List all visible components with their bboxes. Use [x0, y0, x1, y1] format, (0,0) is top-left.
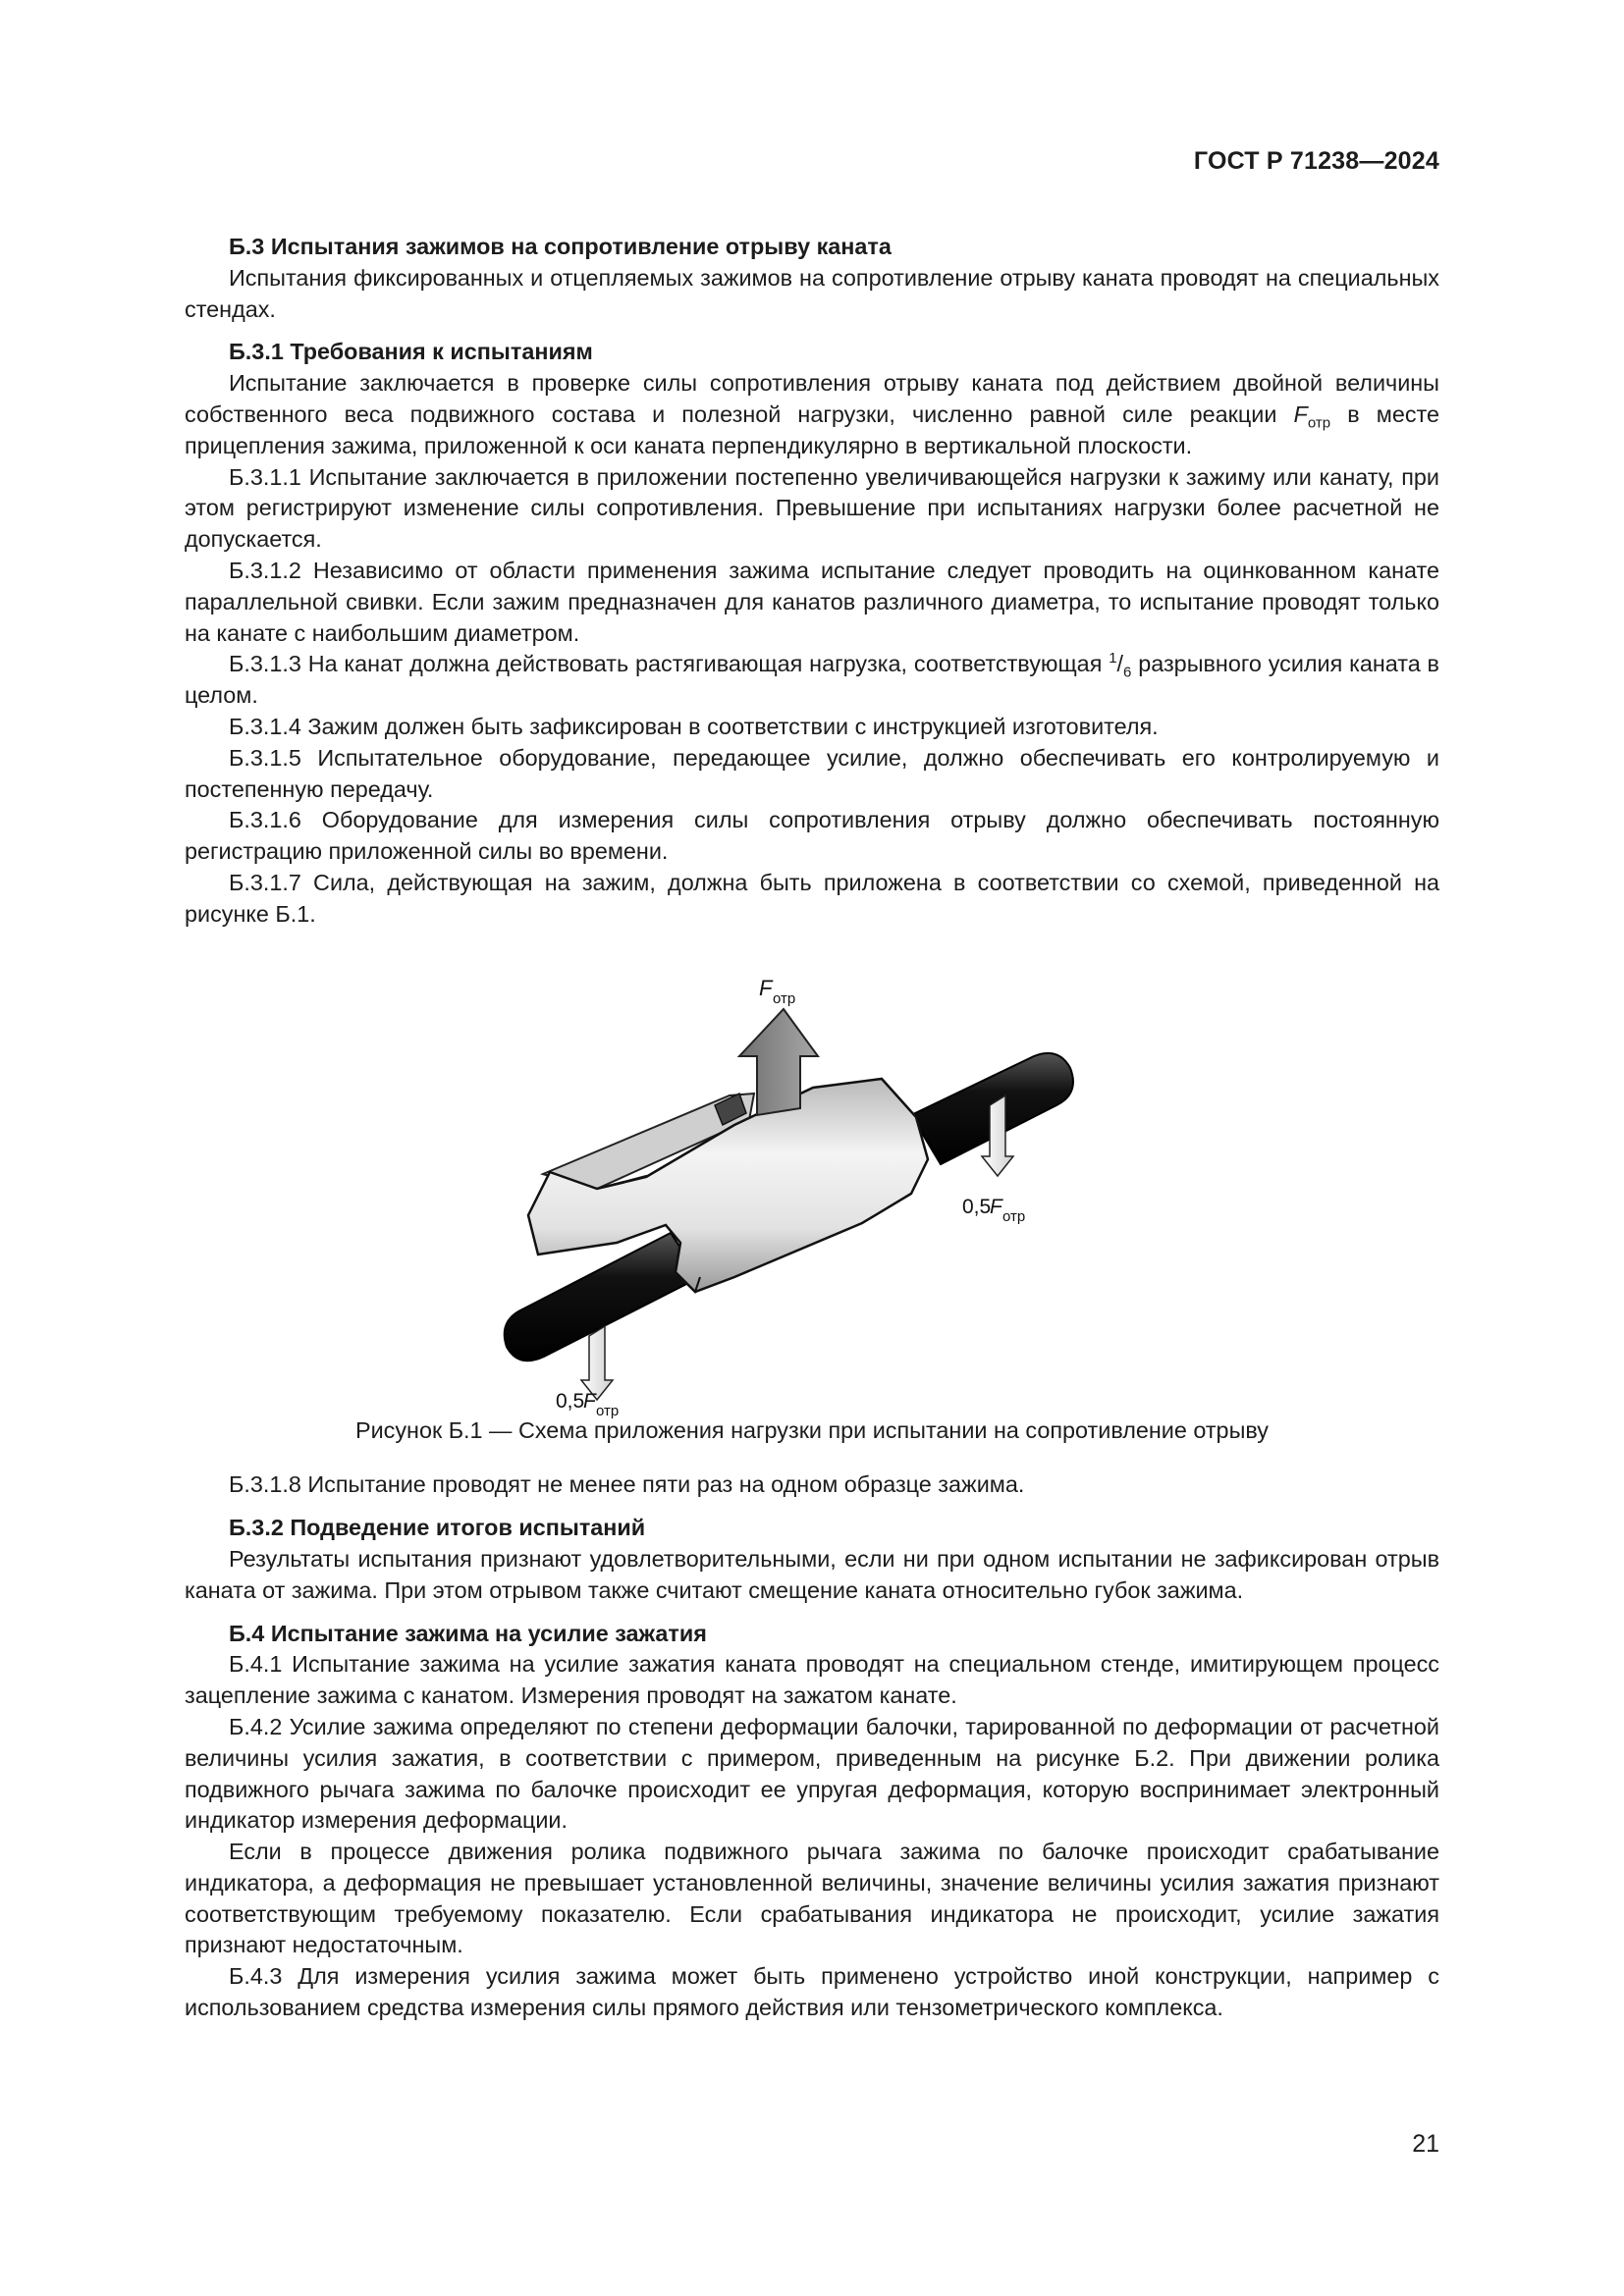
section-b3-intro: Испытания фиксированных и отцепляемых зажимов на сопротивление отрыву каната проводят на специальных стендах. — [185, 264, 1439, 322]
figure-caption: Рисунок Б.1 — Схема приложения нагрузки при испытании на сопротивление отрыву — [354, 1416, 1269, 1443]
clause-b318: Б.3.1.8 Испытание проводят не менее пяти раз на одном образце зажима. — [229, 1471, 1025, 1498]
section-b32-text: Результаты испытания признают удовлетворительными, если ни при одном испытании не зафиксирован отрыв каната от зажима. При этом отрывом также считают смещение каната относительно губок зажима. — [185, 1545, 1439, 1603]
page-number: 21 — [1412, 2130, 1439, 2158]
section-b31-title: Б.3.1 Требования к испытаниям — [229, 339, 593, 365]
left-force-arrow — [581, 1326, 613, 1400]
left-force-sub: отр — [596, 1402, 620, 1419]
right-force-sub: отр — [1002, 1207, 1026, 1225]
clamp-load-diagram — [185, 948, 1439, 1419]
clause-b313: Б.3.1.3 На канат должна действовать растягивающая нагрузка, соответствующая $^1/_6$ разрывного усилия каната в целом. — [185, 650, 1439, 709]
clause-b316: Б.3.1.6 Оборудование для измерения силы сопротивления отрыву должно обеспечивать постоянную регистрацию приложенной силы во времени. — [185, 807, 1439, 865]
clause-b312: Б.3.1.2 Независимо от области применения зажима испытание следует проводить на оцинкованном канате параллельной свивки. Если зажим предназначен для канатов различного диаметра, то испытание проводят только на канате с наибольшим диаметром. — [185, 557, 1439, 646]
section-b31-text: Испытание заключается в проверке силы сопротивления отрыву каната под действием двойной величины собственного веса подвижного состава и полезной нагрузки, численно равной силе реакции $F_{отр}$ в месте прицепления зажима, приложенной к оси каната перпендикулярно в вертикальной плоскости. — [185, 370, 1439, 458]
force-symbol: F — [1293, 400, 1308, 427]
left-force-label: F — [583, 1389, 596, 1413]
fraction-numerator: 1 — [1109, 650, 1117, 667]
clause-b41: Б.4.1 Испытание зажима на усилие зажатия каната проводят на специальном стенде, имитирующем процесс зацепление зажима с канатом. Измерения проводят на зажатом канате. — [185, 1651, 1439, 1709]
section-b4-title: Б.4 Испытание зажима на усилие зажатия — [229, 1620, 707, 1646]
clause-b317: Б.3.1.7 Сила, действующая на зажим, должна быть приложена в соответствии со схемой, приведенной на рисунке Б.1. — [185, 869, 1439, 927]
section-b32-title: Б.3.2 Подведение итогов испытаний — [229, 1515, 646, 1541]
clause-b42: Б.4.2 Усилие зажима определяют по степени деформации балочки, тарированной по деформации от расчетной величины усилия зажатия, в соответствии с примером, приведенным на рисунке Б.2. При движении ролика подвижного рычага зажима по балочке происходит ее упругая деформация, которую воспринимает электронный индикатор измерения деформации. — [185, 1713, 1439, 1834]
clause-b42-continued: Если в процессе движения ролика подвижного рычага зажима по балочке происходит срабатывание индикатора, а деформация не превышает установленной величины, значение величины усилия зажатия признают соответствующим требуемому показателю. Если срабатывания индикатора не происходит, усилие зажатия признают недостаточным. — [185, 1839, 1439, 1958]
main-force-label: F — [759, 975, 773, 1000]
force-subscript: отр — [1307, 414, 1331, 432]
right-force-coef: 0,5 — [962, 1195, 992, 1218]
main-force-sub: отр — [773, 989, 796, 1007]
right-force-label: F — [990, 1195, 1002, 1218]
left-force-coef: 0,5 — [556, 1389, 585, 1413]
main-content — [185, 226, 1439, 2024]
clause-b315: Б.3.1.5 Испытательное оборудование, передающее усилие, должно обеспечивать его контролируемую и постепенную передачу. — [185, 744, 1439, 802]
document-code: ГОСТ Р 71238—2024 — [1193, 147, 1439, 175]
figure-b1 — [185, 948, 1439, 1419]
clause-b43: Б.4.3 Для измерения усилия зажима может быть применено устройство иной конструкции, например с использованием средства измерения силы прямого действия или тензометрического комплекса. — [185, 1963, 1439, 2021]
fraction-denominator: 6 — [1123, 665, 1132, 682]
clause-b311: Б.3.1.1 Испытание заключается в приложении постепенно увеличивающейся нагрузки к зажиму или канату, при этом регистрируют изменение силы сопротивления. Превышение при испытаниях нагрузки более расчетной не допускается. — [185, 463, 1439, 553]
clause-b314: Б.3.1.4 Зажим должен быть зафиксирован в соответствии с инструкцией изготовителя. — [229, 713, 1159, 739]
section-b3-title: Б.3 Испытания зажимов на сопротивление отрыву каната — [229, 234, 892, 259]
